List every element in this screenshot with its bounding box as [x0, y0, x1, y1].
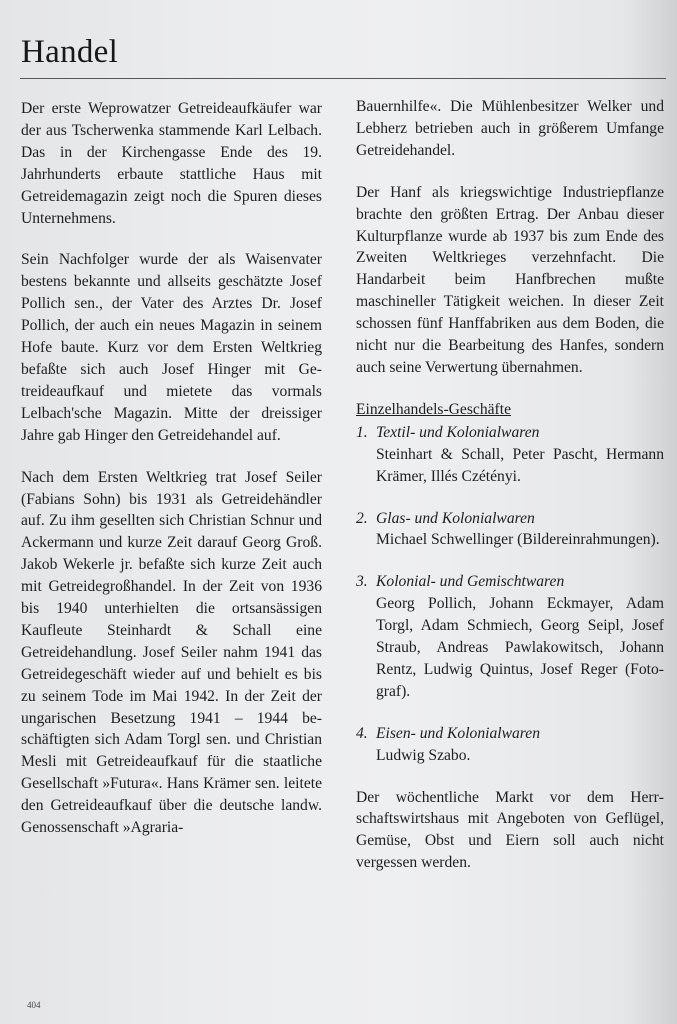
list-item-number: 4.: [356, 724, 368, 742]
paragraph-successor: Sein Nachfolger wurde der als Waisenvater bestens bekannte und allseits geschätzte Josef Pollich sen., der Vater des Arztes Dr. Josef Pollich, der auch ein neues Magazin in seinem Hofe baute. Kurz vor dem Ersten Weltkrieg befaßte sich auch Josef Hinger mit Getreideaufkauf und mietete das vormals Lelbach'sche Magazin. Mitte der dreissiger Jahre gab Hinger den Getreidehandel auf.: [21, 251, 322, 444]
paragraph-grain-buyer: Der erste Weprowatzer Getreideaufkäufer war der aus Tscherwenka stammende Karl Lelbach. Das in der Kirchengasse Ende des 19. Jahrhunderts erbaute stattliche Haus mit Getreidemagazin zeigt noch die Spuren dieses Unternehmens.: [21, 100, 322, 227]
list-item: [356, 723, 664, 767]
list-item-owners: Michael Schwellinger (Bildereinrahmungen).: [376, 531, 660, 549]
list-item-owners: Georg Pollich, Johann Eckmayer, Adam Torgl, Adam Schmiech, Georg Seipl, Josef Straub, Andreas Pawlakowitsch, Johann Rentz, Ludwig Quintus, Josef Reger (Fotograf).: [376, 595, 664, 700]
list-item-category: Kolonial- und Gemischtwaren: [376, 573, 565, 591]
section-heading: Einzelhandels-Geschäfte: [356, 400, 511, 418]
list-item-category: Eisen- und Kolonialwaren: [376, 724, 541, 742]
paragraph-mill-owners: Bauernhilfe«. Die Mühlenbesitzer Welker und Lebherz betrieben auch in größerem Umfange Getreidehandel.: [356, 98, 664, 159]
right-column: [356, 96, 664, 894]
list-item: [356, 422, 664, 488]
list-item: [356, 508, 664, 552]
list-item-category: Textil- und Kolonialwaren: [376, 423, 540, 441]
list-item-number: 2.: [356, 509, 368, 527]
paragraph-post-war: Nach dem Ersten Weltkrieg trat Josef Seiler (Fabians Sohn) bis 1931 als Getreidehändler auf. Zu ihm gesellten sich Christian Schnur und Ackermann und kurze Zeit darauf Georg Groß. Jakob Wekerle jr. befaßte sich kurze Zeit auch mit Getreidegroßhandel. In der Zeit von 1936 bis 1940 unterhielten die ortsansässigen Kaufleute Steinhardt & Schall eine Getreidehandlung. Josef Seiler nahm 1941 das Getreidegeschäft wieder auf und behielt es bis zu seinem Tode im Mai 1942. In der Zeit der ungarischen Besetzung 1941 – 1944 beschäftigten sich Adam Torgl sen. und Christian Mesli mit Getreideaufkauf für die staatliche Gesellschaft »Futura«. Hans Krämer sen. leitete den Getreideaufkauf über die deutsche landw. Genossenschaft »Agraria-: [21, 468, 322, 837]
title-rule: [20, 78, 666, 79]
list-item-owners: Ludwig Szabo.: [376, 746, 471, 764]
page-title: Handel: [21, 34, 119, 70]
list-item-number: 3.: [356, 573, 368, 591]
list-item-owners: Steinhart & Schall, Peter Pascht, Hermann Krämer, Illés Czétényi.: [376, 445, 664, 485]
page-number: 404: [27, 1000, 41, 1010]
paragraph-market: Der wöchentliche Markt vor dem Herrschaftswirtshaus mit Angeboten von Geflügel, Gemüse, Obst und Eiern soll auch nicht vergessen werden.: [356, 788, 664, 872]
left-column: [21, 98, 322, 859]
list-item-number: 1.: [356, 423, 368, 441]
paragraph-hemp: Der Hanf als kriegswichtige Industriepflanze brachte den größten Ertrag. Der Anbau dieser Kulturpflanze wurde ab 1937 bis zum Ende des Zweiten Weltkrieges verzehnfacht. Die Handarbeit beim Hanfbrechen mußte maschineller Tätigkeit weichen. In dieser Zeit schossen fünf Hanffabriken aus dem Boden, die nicht nur die Bearbeitung des Hanfes, sondern auch seine Verwertung übernahmen.: [356, 183, 664, 376]
list-item: [356, 571, 664, 702]
list-item-category: Glas- und Kolonialwaren: [376, 509, 535, 527]
